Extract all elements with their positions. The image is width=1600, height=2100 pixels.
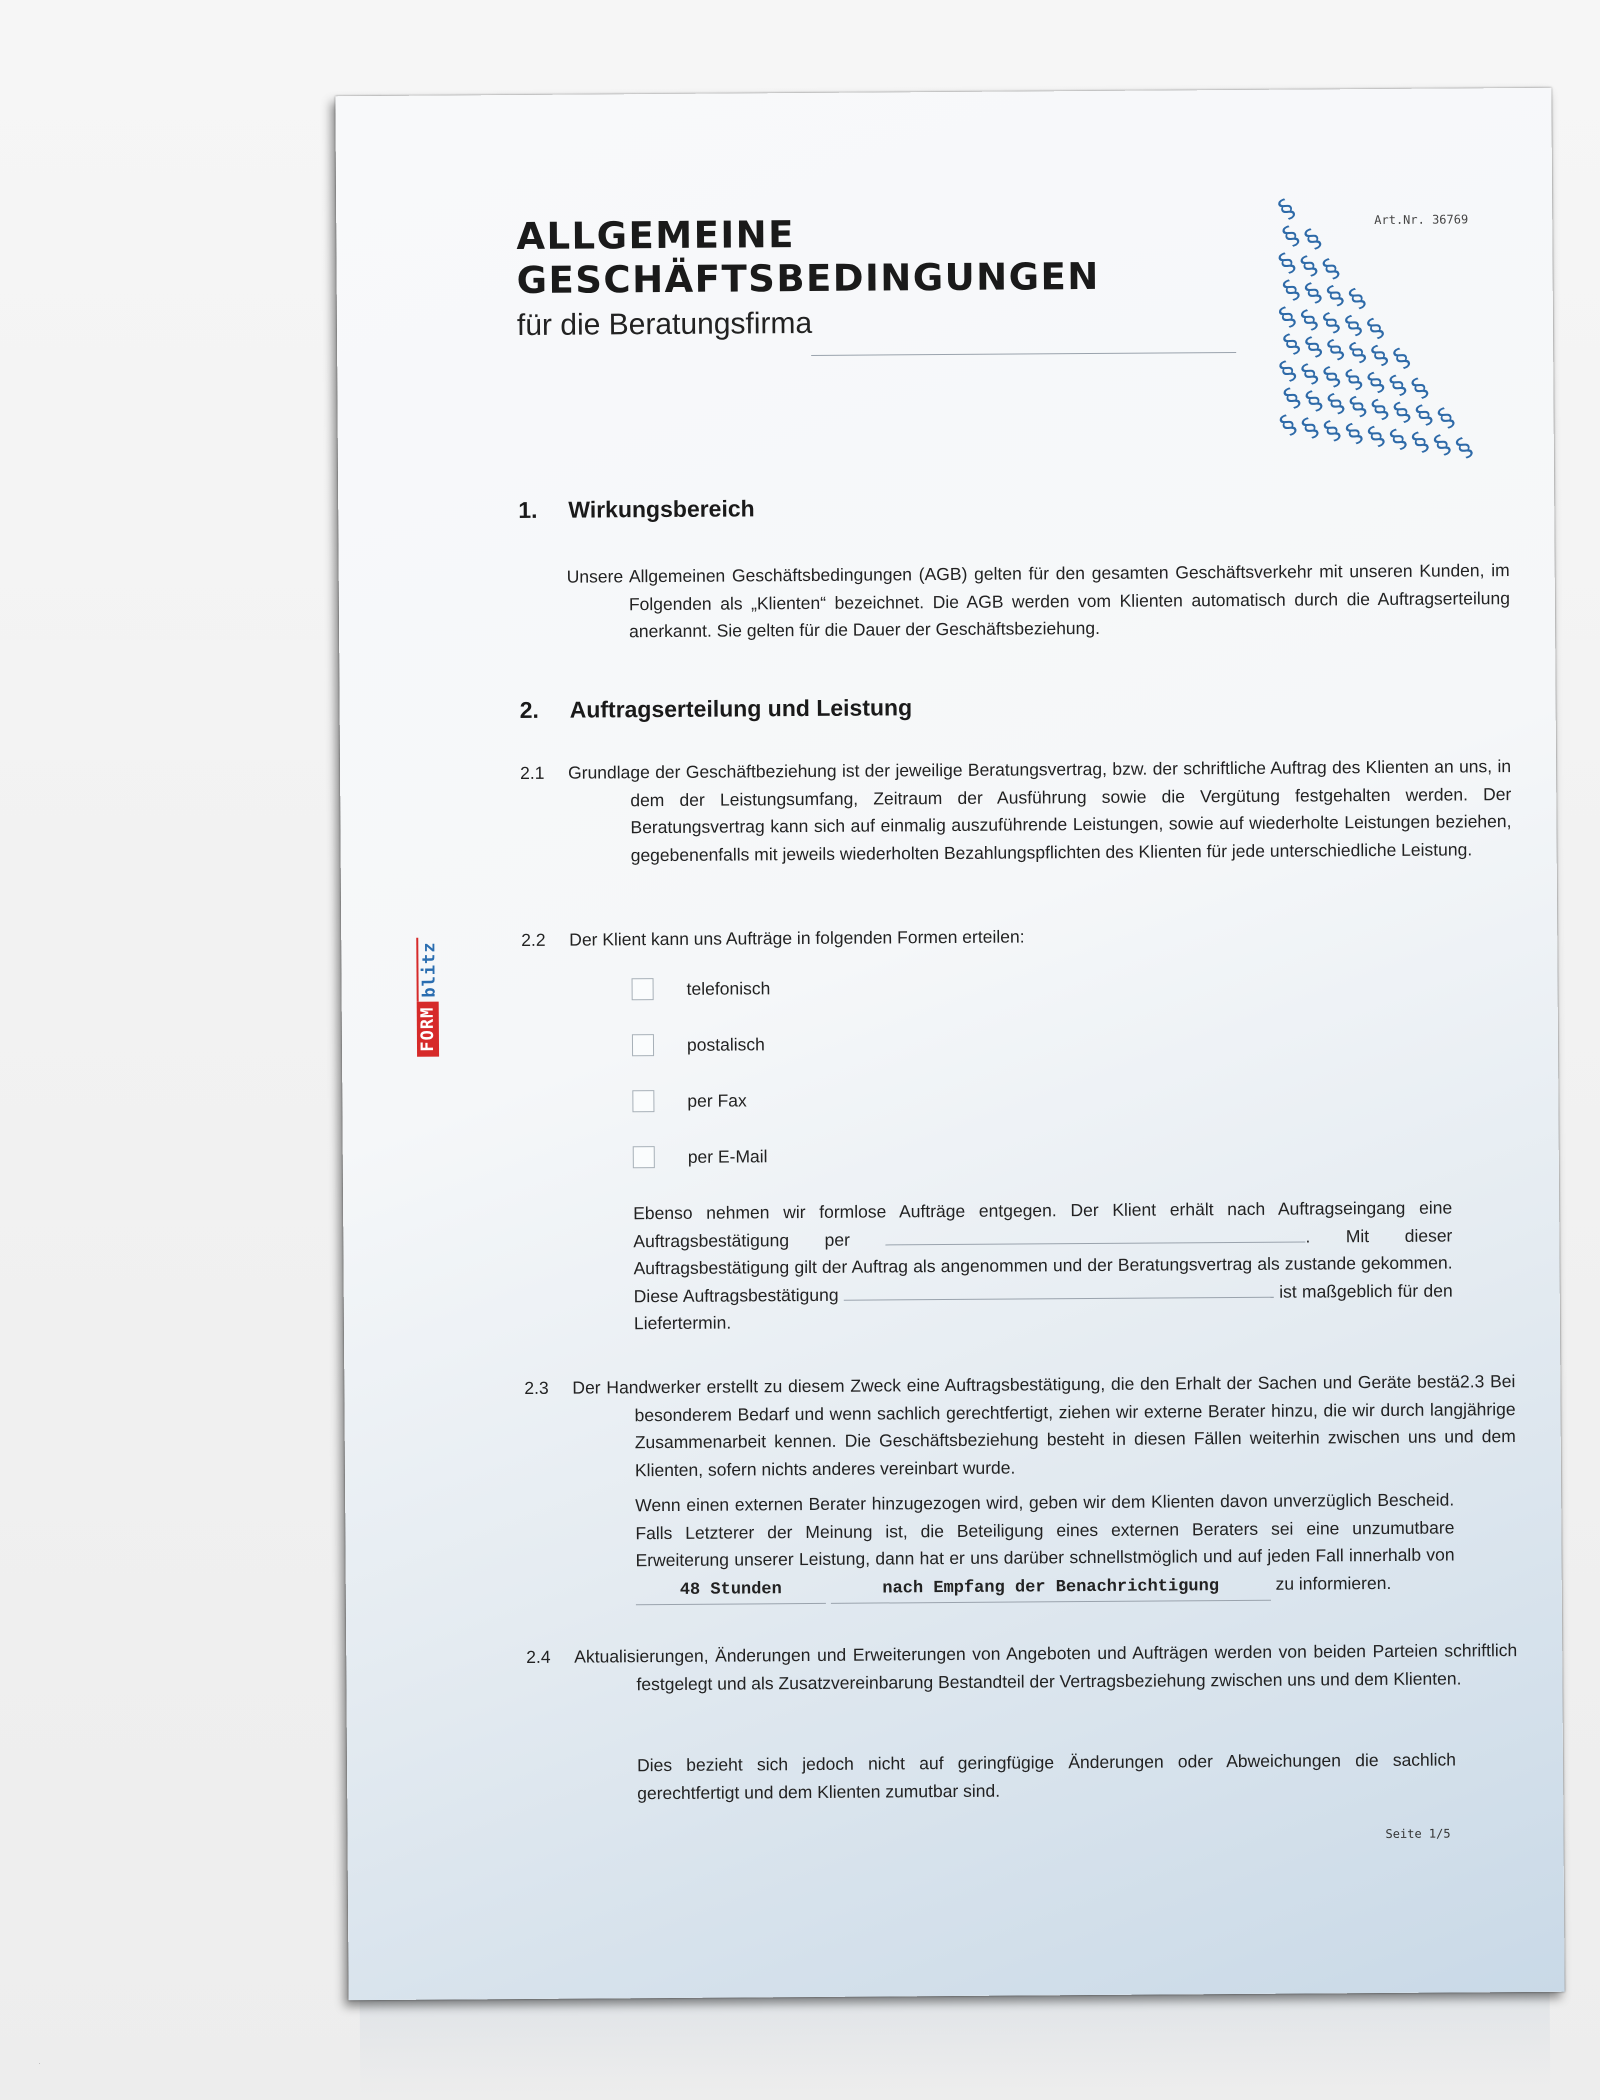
paragraph-glyph: § [1277,274,1306,307]
paragraph-glyph: § [1410,399,1439,432]
followup-text-b: . Mit dieser Auftragsbestätigung gilt der Auftrag als angenommen und der Beratungsvertrag als zustande gekommen. Diese Auftragsbestätigung [633,1224,1453,1306]
option-label-telefonisch: telefonisch [686,977,771,999]
paragraph-glyph: § [1343,336,1372,369]
paragraph-glyph: § [1340,417,1369,450]
paragraph-glyph: § [1318,361,1347,394]
checkbox-fax[interactable] [632,1090,654,1112]
paragraph-glyph: § [1272,193,1301,226]
paragraph-glyph: § [1361,312,1390,345]
clause-2-3-text-2 [635,1486,1455,1605]
paragraph-glyph: § [1384,423,1413,456]
option-row-email[interactable] [633,1145,768,1168]
document-subtitle: für die Beratungsfirma [516,306,813,343]
paragraph-glyph: § [1273,247,1302,280]
paragraph-glyph: § [1296,358,1325,391]
subtitle-underline [811,352,1236,356]
paragraph-glyph: § [1428,429,1457,462]
paragraph-glyph: § [1365,339,1394,372]
clause-2-2-followup [633,1194,1453,1337]
paragraph-glyph: § [1300,385,1329,418]
paragraph-glyph: § [1273,301,1302,334]
delivery-method-blank[interactable] [885,1223,1305,1245]
clause-2-3-text-2b: zu informieren. [1275,1572,1392,1594]
paragraph-glyph: § [1362,366,1391,399]
paragraph-glyph: § [1322,388,1351,420]
page-number: Seite 1/5 [1385,1826,1451,1841]
clause-2-3-number: 2.3 [524,1377,549,1398]
paragraph-glyph: § [1317,307,1346,340]
followup-text-a: Ebenso nehmen wir formlose Aufträge entgegen. Der Klient erhält nach Auftragseingang eine Auftragsbestätigung per [633,1197,1453,1251]
title-line-1: ALLGEMEINE [516,213,796,259]
title-line-2: GESCHÄFTSBEDINGUNGEN [516,254,1100,303]
document-page [335,88,1564,2000]
paragraph-glyph: § [1366,393,1395,426]
document-title [516,211,1100,303]
paragraph-glyph: § [1432,402,1461,435]
checkbox-email[interactable] [633,1146,655,1168]
clause-2-3-text: Der Handwerker erstellt zu diesem Zweck eine Auftragsbestätigung, die den Erhalt der Sachen und Geräte bestä2.3 Bei besonderem Bedarf und wenn sachlich gerechtfertigt, ziehen wir externe Berater hinzu, die wir durch langjährige Zusammenarbeit kennen. Die Geschäftsbeziehung besteht in diesen Fällen weiterhin zwischen uns und dem Klienten, sofern nichts anderes vereinbart wurde. [572,1371,1516,1480]
paragraph-glyph: § [1344,390,1373,423]
clause-2-4-number: 2.4 [526,1646,551,1667]
paragraph-glyph: § [1339,309,1368,342]
option-row-telefonisch[interactable] [632,977,771,1000]
corner-mark: · [38,2058,41,2068]
clause-2-1-number: 2.1 [520,762,545,783]
section-1-heading [518,495,755,524]
section-1-text: Unsere Allgemeinen Geschäftsbedingungen (AGB) gelten für den gesamten Geschäftsverkehr mit unseren Kunden, im Folgenden als „Klienten“ bezeichnet. Die AGB werden vom Klienten automatisch durch die Auftragserteilung anerkannt. Sie gelten für die Dauer der Geschäftsbeziehung. [566,560,1510,642]
paragraph-glyph: § [1299,223,1328,256]
paragraph-glyph: § [1299,277,1328,310]
hours-field[interactable]: 48 Stunden [636,1575,826,1605]
paragraph-glyph: § [1295,250,1324,283]
clause-2-4-text: Aktualisierungen, Änderungen und Erweiterungen von Angeboten und Aufträgen werden von beiden Parteien schriftlich festgelegt und als Zusatzvereinbarung Bestandteil der Vertragsbeziehung zwischen uns und dem Klienten. [574,1640,1518,1694]
paragraph-glyph: § [1321,280,1350,313]
brand-blitz-text: blitz [416,937,438,1001]
page-reflection [360,1992,1551,2095]
section-1-number: 1. [518,496,538,524]
option-label-fax: per Fax [687,1089,747,1111]
section-1-title: Wirkungsbereich [568,495,755,523]
paragraph-glyph: § [1406,372,1435,405]
paragraph-glyph: § [1388,396,1417,429]
paragraph-glyph: § [1274,355,1303,388]
option-label-email: per E-Mail [687,1145,768,1167]
paragraph-pattern-logo [1272,188,1488,465]
after-receipt-field[interactable]: nach Empfang der Benachrichtigung [831,1572,1271,1604]
paragraph-glyph: § [1296,412,1325,445]
checkbox-postalisch[interactable] [632,1034,654,1056]
clause-2-2-text: Der Klient kann uns Aufträge in folgenden Formen erteilen: [569,926,1025,950]
paragraph-glyph: § [1340,363,1369,396]
paragraph-glyph: § [1277,328,1306,361]
paragraph-glyph: § [1277,220,1306,253]
paragraph-glyph: § [1274,409,1303,442]
paragraph-glyph: § [1299,331,1328,364]
paragraph-glyph: § [1362,420,1391,453]
paragraph-glyph: § [1317,253,1346,286]
paragraph-glyph: § [1450,432,1479,465]
paragraph-glyph: § [1295,304,1324,337]
option-label-postalisch: postalisch [686,1033,765,1055]
paragraph-glyph: § [1318,415,1347,448]
brand-form-text: FORM [417,1002,439,1057]
paragraph-glyph: § [1278,382,1307,415]
option-row-postalisch[interactable] [632,1033,765,1056]
formblitz-brand [416,909,439,1057]
section-2-heading [520,694,913,724]
paragraph-glyph: § [1343,282,1372,315]
section-2-title: Auftragserteilung und Leistung [569,694,913,723]
paragraph-glyph: § [1406,426,1435,459]
confirmation-blank[interactable] [844,1278,1274,1300]
paragraph-glyph: § [1384,369,1413,402]
article-number: Art.Nr. 36769 [1374,212,1469,228]
clause-2-2-number: 2.2 [521,929,546,950]
clause-2-4-text-2: Dies bezieht sich jedoch nicht auf geringfügige Änderungen oder Abweichungen die sachlich gerechtfertigt und dem Klienten zumutbar sind. [636,1749,1457,1803]
clause-2-1-text: Grundlage der Geschäftbeziehung ist der jeweilige Beratungsvertrag, bzw. der schriftliche Auftrag des Klienten an uns, in dem der Leistungsumfang, Zeitraum der Ausführung sowie die Vergütung festgehalten werden. Der Beratungsvertrag kann sich auf einmalig auszuführende Leistungen, sowie auf wiederholte Leistungen beziehen, gegebenenfalls mit jeweils wiederholten Bezahlungspflichten des Klienten für jede unterschiedliche Leistung. [568,756,1512,865]
checkbox-telefonisch[interactable] [632,978,654,1000]
followup-text-c: ist maßgeblich für den Liefertermin. [633,1279,1453,1334]
clause-2-3-text-2a: Wenn einen externen Berater hinzugezogen wird, geben wir dem Klienten davon unverzüglich Bescheid. Falls Letzterer der Meinung ist, die Beteiligung eines externen Beraters sei eine unzumutbare Erweiterung unserer Leistung, dann hat er uns darüber schnellstmöglich und auf jeden Fall innerhalb von [635,1489,1455,1571]
paragraph-glyph: § [1387,342,1416,375]
section-2-number: 2. [519,696,539,723]
option-row-fax[interactable] [632,1089,746,1112]
paragraph-glyph: § [1321,334,1350,366]
